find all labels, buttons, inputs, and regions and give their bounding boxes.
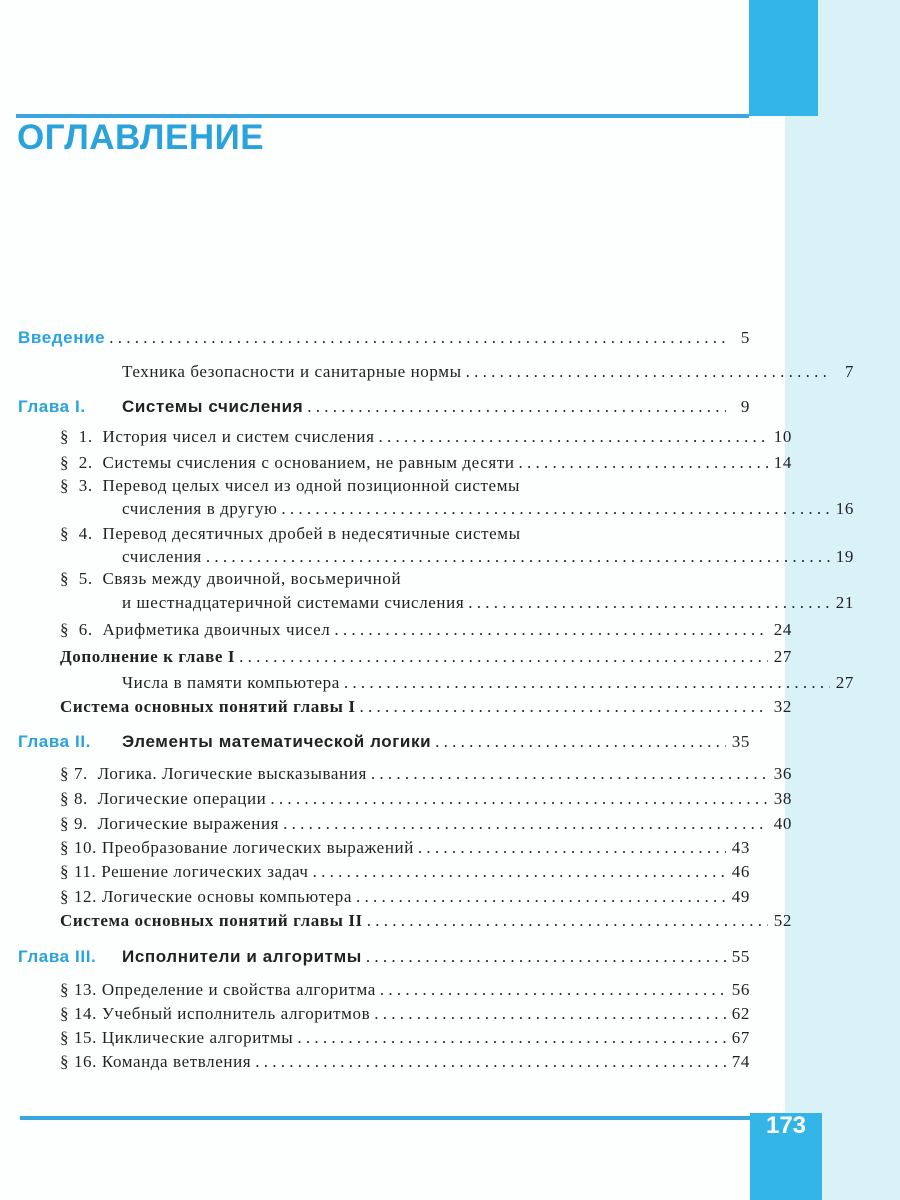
toc-section[interactable]	[18, 426, 792, 448]
toc-page-num: 36	[773, 764, 792, 783]
toc-page-num: 10	[773, 427, 792, 446]
toc-page-num: 55	[731, 947, 750, 966]
chapter-label: Глава I.	[18, 397, 86, 416]
page-number: 173	[765, 1112, 807, 1139]
toc-page-num: 19	[835, 547, 854, 566]
toc-label: § 10. Преобразование логических выражений	[60, 838, 414, 857]
page-title: ОГЛАВЛЕНИЕ	[17, 118, 265, 157]
toc-page-num: 5	[740, 328, 750, 347]
toc-page-num: 14	[773, 453, 792, 472]
toc-section[interactable]	[18, 788, 792, 810]
toc-section[interactable]	[18, 452, 792, 474]
toc-label: § 15. Циклические алгоритмы	[60, 1028, 294, 1047]
toc-page-num: 40	[773, 814, 792, 833]
toc-page-num: 62	[731, 1004, 750, 1023]
toc-chapter-3[interactable]	[18, 946, 750, 968]
toc-section[interactable]	[60, 886, 750, 908]
toc-label: Система основных понятий главы II	[60, 911, 363, 930]
toc-section[interactable]	[60, 1003, 750, 1025]
toc-section[interactable]	[60, 979, 750, 1001]
toc-section[interactable]	[60, 861, 750, 883]
toc-label: § 8. Логические операции	[60, 789, 267, 808]
toc-label: и шестнадцатеричной системами счисления	[122, 593, 465, 612]
toc-page-num: 52	[773, 911, 792, 930]
toc-label: § 2. Системы счисления с основанием, не равным десяти	[60, 453, 515, 472]
toc-chapter-1[interactable]	[18, 396, 750, 418]
toc-page-num: 38	[773, 789, 792, 808]
toc-label: Дополнение к главе I	[60, 647, 236, 666]
chapter-title: Исполнители и алгоритмы	[122, 947, 362, 966]
toc-label: Система основных понятий главы I	[60, 697, 356, 716]
chapter-title: Элементы математической логики	[122, 732, 432, 751]
toc-page-num: 49	[731, 887, 750, 906]
toc-page-num: 32	[773, 697, 792, 716]
toc-label: § 12. Логические основы компьютера	[60, 887, 352, 906]
toc-page-num: 27	[835, 673, 854, 692]
toc-section[interactable]	[60, 837, 750, 859]
top-tab-decoration	[749, 0, 818, 116]
chapter-label: Глава III.	[18, 947, 97, 966]
toc-label: § 11. Решение логических задач	[60, 862, 309, 881]
toc-section[interactable]	[60, 1027, 750, 1049]
toc-page-num: 24	[773, 620, 792, 639]
toc-page-num: 9	[740, 397, 750, 416]
toc-page-num: 27	[773, 647, 792, 666]
toc-label: Техника безопасности и санитарные нормы	[122, 362, 462, 381]
toc-label: § 1. История чисел и систем счисления	[60, 427, 375, 446]
toc-page-num: 16	[835, 499, 854, 518]
toc-page-num: 7	[844, 362, 854, 381]
toc-page-num: 46	[731, 862, 750, 881]
toc-label: счисления	[122, 547, 202, 566]
toc-label: § 7. Логика. Логические высказывания	[60, 764, 367, 783]
toc-section-line1[interactable]: § 5. Связь между двоичной, восьмеричной	[60, 569, 402, 588]
toc-section[interactable]	[18, 592, 854, 614]
toc-intro[interactable]	[18, 327, 750, 349]
toc-summary-1[interactable]	[18, 696, 792, 718]
toc-section[interactable]	[18, 498, 854, 520]
toc-page-num: 74	[731, 1052, 750, 1071]
toc-label: Числа в памяти компьютера	[122, 673, 340, 692]
toc-label: § 9. Логические выражения	[60, 814, 280, 833]
bottom-rule	[20, 1116, 750, 1120]
chapter-title: Системы счисления	[122, 397, 304, 416]
toc-section[interactable]	[18, 619, 792, 641]
toc-section-line1[interactable]: § 3. Перевод целых чисел из одной позиционной системы	[60, 476, 521, 495]
toc-page-num: 43	[731, 838, 750, 857]
toc-page-num: 56	[731, 980, 750, 999]
toc-safety[interactable]	[18, 361, 854, 383]
toc-section[interactable]	[18, 546, 854, 568]
toc-section[interactable]	[18, 813, 792, 835]
toc-label: § 13. Определение и свойства алгоритма	[60, 980, 376, 999]
toc-section[interactable]	[18, 763, 792, 785]
toc-page-num: 21	[835, 593, 854, 612]
toc-memory[interactable]	[18, 672, 854, 694]
toc-section[interactable]	[60, 1051, 750, 1073]
toc-section-line1[interactable]: § 4. Перевод десятичных дробей в недесятичные системы	[60, 524, 521, 543]
chapter-label: Глава II.	[18, 732, 92, 751]
toc-label: § 14. Учебный исполнитель алгоритмов	[60, 1004, 371, 1023]
toc-summary-2[interactable]	[18, 910, 792, 932]
toc-chapter-2[interactable]	[18, 731, 750, 753]
toc-appendix[interactable]	[18, 646, 792, 668]
toc-page-num: 67	[731, 1028, 750, 1047]
toc-label: § 16. Команда ветвления	[60, 1052, 252, 1071]
toc-page-num: 35	[731, 732, 750, 751]
toc-label: Введение	[18, 328, 106, 347]
toc-label: § 6. Арифметика двоичных чисел	[60, 620, 331, 639]
toc-label: счисления в другую	[122, 499, 278, 518]
